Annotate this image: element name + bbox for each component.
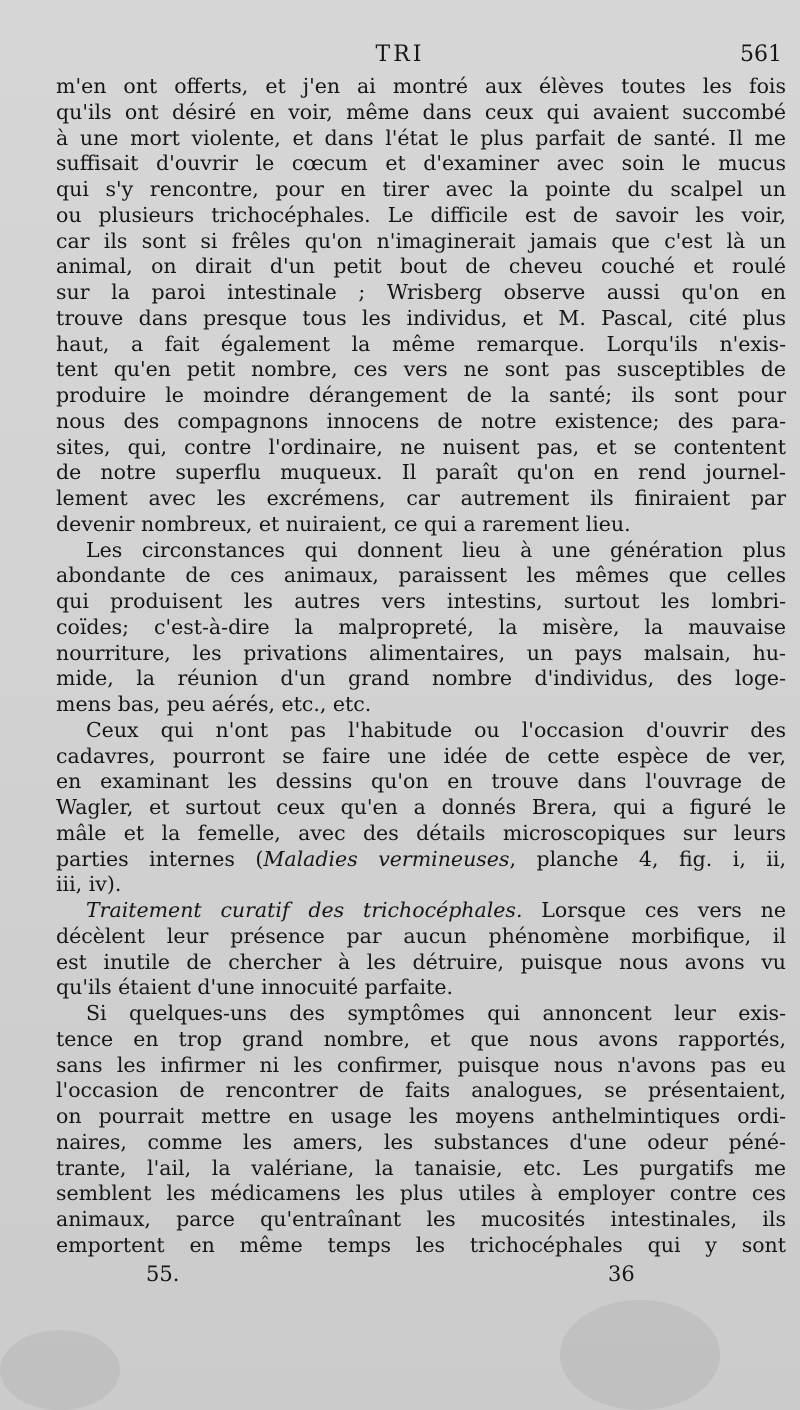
paragraph [56, 538, 786, 718]
text-line: haut, a fait également la même remarque. Lorqu'ils n'exis- [56, 331, 786, 356]
text-line: Ceux qui n'ont pas l'habitude ou l'occasion d'ouvrir des [86, 717, 786, 742]
paper-stain [0, 1330, 120, 1410]
text-line: semblent les médicamens les plus utiles à employer contre ces [56, 1181, 786, 1206]
text-line: sans les infirmer ni les confirmer, puisque nous n'avons pas eu [56, 1052, 786, 1077]
running-title: TRI [375, 42, 425, 67]
text-line: lement avec les excrémens, car autrement ils finiraient par [56, 486, 786, 510]
text-line: nous des compagnons innocens de notre existence; des para- [56, 408, 786, 433]
text-line: produire le moindre dérangement de la santé; ils sont pour [56, 383, 786, 407]
text-line: iii, iv). [56, 872, 122, 897]
text-line: qu'ils étaient d'une innocuité parfaite. [56, 975, 453, 1000]
text-line: suffisait d'ouvrir le cœcum et d'examiner avec soin le mucus [56, 151, 786, 176]
book-title: Maladies vermineuses [263, 846, 510, 871]
text-line: m'en ont offerts, et j'en ai montré aux élèves toutes les fois [56, 74, 786, 98]
text-line: trouve dans presque tous les individus, et M. Pascal, cité plus [56, 305, 786, 330]
text-line: on pourrait mettre en usage les moyens anthelmintiques ordi- [56, 1104, 786, 1128]
text-line: coïdes; c'est-à-dire la malpropreté, la misère, la mauvaise [56, 614, 786, 639]
text-line [56, 847, 786, 873]
text-line: Wagler, et surtout ceux qu'en a donnés Brera, qui a figuré le [56, 795, 786, 819]
text-line: abondante de ces animaux, paraissent les mêmes que celles [56, 563, 786, 588]
section-heading: Traitement curatif des trichocéphales. [86, 898, 523, 922]
paragraph [56, 718, 786, 898]
paragraph [56, 898, 786, 1001]
text-line: sites, qui, contre l'ordinaire, ne nuisent pas, et se contentent [56, 434, 786, 459]
printer-signature: 55. [146, 1262, 180, 1286]
text-line: à une mort violente, et dans l'état le plus parfait de santé. Il me [56, 125, 786, 150]
text-line: décèlent leur présence par aucun phénomène morbifique, il [56, 923, 786, 948]
text-line: animal, on dirait d'un petit bout de cheveu couché et roulé [56, 254, 786, 279]
paragraph [56, 74, 786, 538]
text-line [56, 898, 786, 924]
paper-stain [560, 1300, 720, 1410]
text-line: de notre superflu muqueux. Il paraît qu'on en rend journel- [56, 460, 786, 485]
text-line: sur la paroi intestinale ; Wrisberg observe aussi qu'on en [56, 280, 786, 304]
body-text [56, 74, 786, 1259]
text-line: Les circonstances qui donnent lieu à une génération plus [86, 537, 786, 562]
text-line: qui produisent les autres vers intestins, surtout les lombri- [56, 589, 786, 613]
text-line: trante, l'ail, la valériane, la tanaisie, etc. Les purgatifs me [56, 1155, 786, 1180]
text-line: mide, la réunion d'un grand nombre d'individus, des loge- [56, 666, 786, 691]
text-line: est inutile de chercher à les détruire, puisque nous avons vu [56, 949, 786, 974]
text-line: mens bas, peu aérés, etc., etc. [56, 692, 372, 716]
text-line: cadavres, pourront se faire une idée de cette espèce de ver, [56, 743, 786, 768]
paragraph [56, 1001, 786, 1259]
text-line: qu'ils ont désiré en voir, même dans ceux qui avaient succombé [56, 99, 786, 124]
page-number: 561 [740, 42, 782, 67]
text-line: nourriture, les privations alimentaires, un pays malsain, hu- [56, 640, 786, 665]
text-line: Si quelques-uns des symptômes qui annoncent leur exis- [86, 1001, 786, 1025]
text-line: naires, comme les amers, les substances d'une odeur péné- [56, 1129, 786, 1154]
text-line: l'occasion de rencontrer de faits analogues, se présentaient, [56, 1078, 786, 1103]
text-line: en examinant les dessins qu'on en trouve dans l'ouvrage de [56, 769, 786, 794]
page-header [0, 42, 800, 72]
text-line: qui s'y rencontre, pour en tirer avec la pointe du scalpel un [56, 177, 786, 201]
text-fragment: parties internes ( [56, 846, 264, 871]
text-line: tence en trop grand nombre, et que nous avons rapportés, [56, 1026, 786, 1051]
text-line: ou plusieurs trichocéphales. Le difficile est de savoir les voir, [56, 202, 786, 227]
sheet-signature: 36 [608, 1262, 635, 1286]
text-line: car ils sont si frêles qu'on n'imaginerait jamais que c'est là un [56, 228, 786, 253]
text-fragment: , planche 4, fig. i, ii, [509, 846, 787, 871]
text-fragment: Lorsque ces vers ne [522, 898, 786, 922]
text-line: devenir nombreux, et nuiraient, ce qui a rarement lieu. [56, 511, 631, 536]
text-line: emportent en même temps les trichocéphales qui y sont [56, 1232, 786, 1257]
text-line: tent qu'en petit nombre, ces vers ne sont pas susceptibles de [56, 357, 786, 382]
text-line: animaux, parce qu'entraînant les mucosités intestinales, ils [56, 1207, 786, 1231]
page-footer [0, 1262, 800, 1292]
text-line: mâle et la femelle, avec des détails microscopiques sur leurs [56, 820, 786, 845]
